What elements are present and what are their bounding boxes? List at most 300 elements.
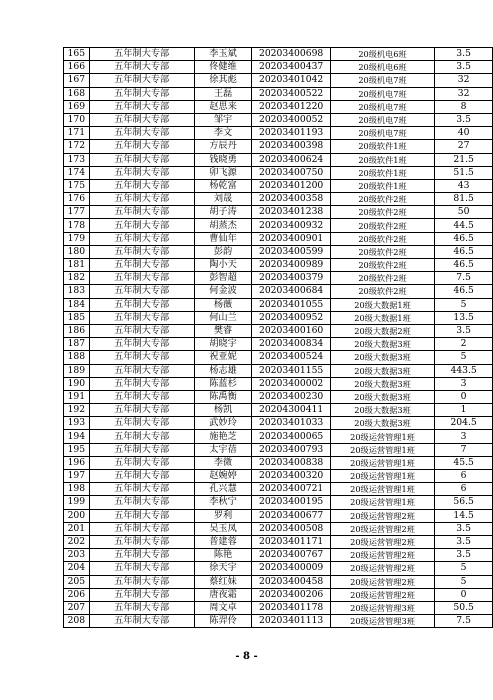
class-name: 20级大数据3班 (330, 390, 434, 403)
class-name: 20级运营管理2班 (330, 562, 434, 575)
program-type: 五年制大专部 (89, 575, 194, 588)
student-id: 20203401033 (252, 417, 330, 430)
student-id: 20203401055 (252, 298, 330, 311)
row-number: 186 (64, 324, 90, 337)
hours-value: 50 (435, 206, 493, 219)
program-type: 五年制大专部 (89, 232, 194, 245)
student-name: 祝亚妮 (194, 351, 252, 364)
student-name: 吴玉凤 (194, 522, 252, 535)
table-row (64, 259, 493, 272)
student-name: 李文 (194, 127, 252, 140)
table-row (64, 417, 493, 430)
student-name: 彭智超 (194, 272, 252, 285)
program-type: 五年制大专部 (89, 364, 194, 377)
row-number: 171 (64, 127, 90, 140)
student-id: 20203400684 (252, 285, 330, 298)
class-name: 20级大数据3班 (330, 417, 434, 430)
class-name: 20级大数据1班 (330, 298, 434, 311)
table-row (64, 549, 493, 562)
student-name: 杨志雄 (194, 364, 252, 377)
student-name: 陶小天 (194, 259, 252, 272)
class-name: 20级软件2班 (330, 259, 434, 272)
student-id: 20203400952 (252, 311, 330, 324)
table-row (64, 87, 493, 100)
student-name: 徐天宇 (194, 562, 252, 575)
student-name: 杨乾富 (194, 179, 252, 192)
student-id: 20203400901 (252, 232, 330, 245)
student-name: 刘晟 (194, 193, 252, 206)
program-type: 五年制大专部 (89, 127, 194, 140)
student-name: 李微 (194, 456, 252, 469)
class-name: 20级运营管理2班 (330, 535, 434, 548)
program-type: 五年制大专部 (89, 48, 194, 61)
table-row (64, 443, 493, 456)
student-name: 樊睿 (194, 324, 252, 337)
row-number: 181 (64, 259, 90, 272)
class-name: 20级运营管理3班 (330, 615, 434, 628)
row-number: 170 (64, 113, 90, 126)
table-row (64, 127, 493, 140)
student-id: 20203400358 (252, 193, 330, 206)
table-row (64, 509, 493, 522)
class-name: 20级软件2班 (330, 272, 434, 285)
table-row (64, 522, 493, 535)
hours-value: 7 (435, 443, 493, 456)
table-row (64, 113, 493, 126)
table-row (64, 456, 493, 469)
student-id: 20203401238 (252, 206, 330, 219)
page-number: - 8 - (235, 651, 258, 662)
class-name: 20级软件2班 (330, 193, 434, 206)
hours-value: 27 (435, 140, 493, 153)
row-number: 177 (64, 206, 90, 219)
class-name: 20级大数据3班 (330, 351, 434, 364)
program-type: 五年制大专部 (89, 377, 194, 390)
row-number: 187 (64, 338, 90, 351)
program-type: 五年制大专部 (89, 179, 194, 192)
student-name: 何山兰 (194, 311, 252, 324)
program-type: 五年制大专部 (89, 153, 194, 166)
program-type: 五年制大专部 (89, 140, 194, 153)
class-name: 20级运营管理1班 (330, 443, 434, 456)
student-name: 何金波 (194, 285, 252, 298)
table-row (64, 496, 493, 509)
student-id: 20203400767 (252, 549, 330, 562)
student-name: 方辰丹 (194, 140, 252, 153)
student-name: 佟健维 (194, 61, 252, 74)
class-name: 20级机电7班 (330, 100, 434, 113)
hours-value: 14.5 (435, 509, 493, 522)
table-row (64, 272, 493, 285)
row-number: 197 (64, 470, 90, 483)
program-type: 五年制大专部 (89, 470, 194, 483)
class-name: 20级运营管理1班 (330, 496, 434, 509)
student-id: 20203400750 (252, 166, 330, 179)
row-number: 184 (64, 298, 90, 311)
student-name: 武妙玲 (194, 417, 252, 430)
hours-value: 3.5 (435, 549, 493, 562)
hours-value: 3.5 (435, 113, 493, 126)
row-number: 195 (64, 443, 90, 456)
hours-value: 46.5 (435, 285, 493, 298)
student-name: 唐夜霜 (194, 588, 252, 601)
row-number: 166 (64, 61, 90, 74)
hours-value: 204.5 (435, 417, 493, 430)
class-name: 20级运营管理3班 (330, 601, 434, 614)
table-row (64, 364, 493, 377)
hours-value: 50.5 (435, 601, 493, 614)
program-type: 五年制大专部 (89, 509, 194, 522)
program-type: 五年制大专部 (89, 601, 194, 614)
class-name: 20级软件1班 (330, 153, 434, 166)
student-name: 陈羿伶 (194, 615, 252, 628)
student-id: 20203400838 (252, 456, 330, 469)
program-type: 五年制大专部 (89, 496, 194, 509)
row-number: 189 (64, 364, 90, 377)
row-number: 190 (64, 377, 90, 390)
student-id: 20203400458 (252, 575, 330, 588)
class-name: 20级软件1班 (330, 140, 434, 153)
program-type: 五年制大专部 (89, 74, 194, 87)
program-type: 五年制大专部 (89, 298, 194, 311)
program-type: 五年制大专部 (89, 549, 194, 562)
hours-value: 2 (435, 338, 493, 351)
student-name: 钱晓勇 (194, 153, 252, 166)
student-name: 卯飞源 (194, 166, 252, 179)
table-row (64, 100, 493, 113)
hours-value: 13.5 (435, 311, 493, 324)
student-name: 胡蒸杰 (194, 219, 252, 232)
student-id: 20203400989 (252, 259, 330, 272)
table-row (64, 404, 493, 417)
class-name: 20级运营管理2班 (330, 575, 434, 588)
class-name: 20级软件2班 (330, 219, 434, 232)
program-type: 五年制大专部 (89, 338, 194, 351)
class-name: 20级机电7班 (330, 113, 434, 126)
row-number: 178 (64, 219, 90, 232)
program-type: 五年制大专部 (89, 206, 194, 219)
student-id: 20203400624 (252, 153, 330, 166)
row-number: 165 (64, 48, 90, 61)
row-number: 180 (64, 245, 90, 258)
student-id: 20203401193 (252, 127, 330, 140)
table-row (64, 311, 493, 324)
program-type: 五年制大专部 (89, 456, 194, 469)
student-name: 邹宇 (194, 113, 252, 126)
program-type: 五年制大专部 (89, 417, 194, 430)
student-id: 20203400932 (252, 219, 330, 232)
class-name: 20级大数据3班 (330, 377, 434, 390)
row-number: 183 (64, 285, 90, 298)
class-name: 20级机电7班 (330, 127, 434, 140)
student-id: 20203400524 (252, 351, 330, 364)
program-type: 五年制大专部 (89, 615, 194, 628)
student-name: 胡晓宇 (194, 338, 252, 351)
student-name: 赵婉婷 (194, 470, 252, 483)
hours-value: 8 (435, 100, 493, 113)
student-id: 20203400379 (252, 272, 330, 285)
program-type: 五年制大专部 (89, 166, 194, 179)
table-row (64, 351, 493, 364)
table-row (64, 285, 493, 298)
table-row (64, 470, 493, 483)
class-name: 20级大数据3班 (330, 338, 434, 351)
student-id: 20203401113 (252, 615, 330, 628)
table-row (64, 430, 493, 443)
table-row (64, 74, 493, 87)
program-type: 五年制大专部 (89, 219, 194, 232)
student-id: 20203401178 (252, 601, 330, 614)
hours-value: 5 (435, 351, 493, 364)
table-row (64, 575, 493, 588)
hours-value: 51.5 (435, 166, 493, 179)
program-type: 五年制大专部 (89, 535, 194, 548)
row-number: 196 (64, 456, 90, 469)
hours-value: 1 (435, 404, 493, 417)
program-type: 五年制大专部 (89, 259, 194, 272)
class-name: 20级机电7班 (330, 87, 434, 100)
student-id: 20203400320 (252, 470, 330, 483)
student-id: 20203400230 (252, 390, 330, 403)
table-row (64, 588, 493, 601)
hours-value: 7.5 (435, 272, 493, 285)
table-row (64, 338, 493, 351)
student-id: 20203401220 (252, 100, 330, 113)
table-row (64, 153, 493, 166)
student-id: 20203400698 (252, 48, 330, 61)
program-type: 五年制大专部 (89, 245, 194, 258)
hours-value: 3.5 (435, 324, 493, 337)
student-id: 20203400793 (252, 443, 330, 456)
row-number: 201 (64, 522, 90, 535)
table-row (64, 140, 493, 153)
student-name: 太宇蓓 (194, 443, 252, 456)
student-name: 徐其彪 (194, 74, 252, 87)
student-name: 杨薇 (194, 298, 252, 311)
class-name: 20级软件2班 (330, 232, 434, 245)
class-name: 20级运营管理1班 (330, 456, 434, 469)
student-id: 20203400508 (252, 522, 330, 535)
table-row (64, 562, 493, 575)
row-number: 204 (64, 562, 90, 575)
program-type: 五年制大专部 (89, 588, 194, 601)
hours-value: 46.5 (435, 232, 493, 245)
hours-value: 3.5 (435, 61, 493, 74)
hours-value: 6 (435, 483, 493, 496)
class-name: 20级运营管理2班 (330, 588, 434, 601)
student-name: 曹仙年 (194, 232, 252, 245)
row-number: 168 (64, 87, 90, 100)
student-name: 陈禹衡 (194, 390, 252, 403)
row-number: 173 (64, 153, 90, 166)
student-name: 孔兴慧 (194, 483, 252, 496)
student-name: 陈艳 (194, 549, 252, 562)
table-row (64, 324, 493, 337)
class-name: 20级软件1班 (330, 166, 434, 179)
student-name: 王磊 (194, 87, 252, 100)
hours-value: 32 (435, 74, 493, 87)
program-type: 五年制大专部 (89, 193, 194, 206)
class-name: 20级软件2班 (330, 206, 434, 219)
row-number: 199 (64, 496, 90, 509)
class-name: 20级机电6班 (330, 61, 434, 74)
row-number: 191 (64, 390, 90, 403)
program-type: 五年制大专部 (89, 311, 194, 324)
program-type: 五年制大专部 (89, 404, 194, 417)
table-row (64, 206, 493, 219)
student-id: 20203400206 (252, 588, 330, 601)
student-id: 20203400052 (252, 113, 330, 126)
class-name: 20级软件1班 (330, 179, 434, 192)
hours-value: 5 (435, 298, 493, 311)
table-row (64, 535, 493, 548)
student-name: 胡子涛 (194, 206, 252, 219)
program-type: 五年制大专部 (89, 430, 194, 443)
hours-value: 21.5 (435, 153, 493, 166)
table-row (64, 390, 493, 403)
program-type: 五年制大专部 (89, 285, 194, 298)
table-row (64, 298, 493, 311)
student-name: 彭韵 (194, 245, 252, 258)
student-id: 20204300411 (252, 404, 330, 417)
hours-value: 56.5 (435, 496, 493, 509)
student-name: 陈蓝杉 (194, 377, 252, 390)
hours-value: 45.5 (435, 456, 493, 469)
row-number: 200 (64, 509, 90, 522)
class-name: 20级软件2班 (330, 245, 434, 258)
class-name: 20级运营管理1班 (330, 430, 434, 443)
student-id: 20203401171 (252, 535, 330, 548)
student-id: 20203400522 (252, 87, 330, 100)
row-number: 207 (64, 601, 90, 614)
hours-value: 3.5 (435, 48, 493, 61)
row-number: 205 (64, 575, 90, 588)
student-id: 20203400002 (252, 377, 330, 390)
student-id: 20203400721 (252, 483, 330, 496)
program-type: 五年制大专部 (89, 443, 194, 456)
class-name: 20级运营管理1班 (330, 483, 434, 496)
hours-value: 443.5 (435, 364, 493, 377)
student-name: 施艳芝 (194, 430, 252, 443)
student-name: 普建蓉 (194, 535, 252, 548)
table-row (64, 601, 493, 614)
row-number: 185 (64, 311, 90, 324)
student-id: 20203401200 (252, 179, 330, 192)
table-row (64, 232, 493, 245)
hours-value: 46.5 (435, 245, 493, 258)
hours-value: 3.5 (435, 535, 493, 548)
table-row (64, 48, 493, 61)
class-name: 20级运营管理1班 (330, 470, 434, 483)
class-name: 20级大数据1班 (330, 311, 434, 324)
row-number: 202 (64, 535, 90, 548)
student-id: 20203400065 (252, 430, 330, 443)
program-type: 五年制大专部 (89, 61, 194, 74)
program-type: 五年制大专部 (89, 483, 194, 496)
hours-value: 6 (435, 470, 493, 483)
class-name: 20级软件2班 (330, 285, 434, 298)
row-number: 193 (64, 417, 90, 430)
row-number: 174 (64, 166, 90, 179)
student-id: 20203400677 (252, 509, 330, 522)
class-name: 20级运营管理2班 (330, 509, 434, 522)
program-type: 五年制大专部 (89, 87, 194, 100)
row-number: 172 (64, 140, 90, 153)
student-name: 周文卓 (194, 601, 252, 614)
student-name: 蔡红妹 (194, 575, 252, 588)
hours-value: 44.5 (435, 219, 493, 232)
program-type: 五年制大专部 (89, 324, 194, 337)
row-number: 179 (64, 232, 90, 245)
hours-value: 7.5 (435, 615, 493, 628)
table-row (64, 245, 493, 258)
row-number: 176 (64, 193, 90, 206)
table-row (64, 219, 493, 232)
table-row (64, 179, 493, 192)
program-type: 五年制大专部 (89, 351, 194, 364)
table-row (64, 61, 493, 74)
program-type: 五年制大专部 (89, 562, 194, 575)
row-number: 206 (64, 588, 90, 601)
student-id: 20203401155 (252, 364, 330, 377)
student-id: 20203400599 (252, 245, 330, 258)
student-id: 20203400437 (252, 61, 330, 74)
class-name: 20级运营管理2班 (330, 549, 434, 562)
program-type: 五年制大专部 (89, 522, 194, 535)
student-id: 20203400834 (252, 338, 330, 351)
student-hours-table (63, 47, 493, 628)
class-name: 20级机电6班 (330, 48, 434, 61)
table-row (64, 483, 493, 496)
row-number: 167 (64, 74, 90, 87)
table-row (64, 166, 493, 179)
hours-value: 0 (435, 588, 493, 601)
hours-value: 3.5 (435, 522, 493, 535)
table-body (64, 48, 493, 628)
hours-value: 46.5 (435, 259, 493, 272)
student-name: 杨凯 (194, 404, 252, 417)
row-number: 188 (64, 351, 90, 364)
student-name: 李秋宁 (194, 496, 252, 509)
table-row (64, 615, 493, 628)
row-number: 208 (64, 615, 90, 628)
hours-value: 5 (435, 562, 493, 575)
class-name: 20级运营管理2班 (330, 522, 434, 535)
hours-value: 3 (435, 377, 493, 390)
program-type: 五年制大专部 (89, 113, 194, 126)
student-id: 20203401042 (252, 74, 330, 87)
class-name: 20级大数据2班 (330, 324, 434, 337)
student-id: 20203400160 (252, 324, 330, 337)
table-row (64, 377, 493, 390)
hours-value: 3 (435, 430, 493, 443)
student-id: 20203400195 (252, 496, 330, 509)
student-name: 赵思来 (194, 100, 252, 113)
program-type: 五年制大专部 (89, 100, 194, 113)
row-number: 169 (64, 100, 90, 113)
hours-value: 32 (435, 87, 493, 100)
row-number: 175 (64, 179, 90, 192)
student-id: 20203400398 (252, 140, 330, 153)
row-number: 182 (64, 272, 90, 285)
student-id: 20203400009 (252, 562, 330, 575)
row-number: 192 (64, 404, 90, 417)
row-number: 194 (64, 430, 90, 443)
hours-value: 81.5 (435, 193, 493, 206)
table-row (64, 193, 493, 206)
class-name: 20级大数据3班 (330, 364, 434, 377)
hours-value: 43 (435, 179, 493, 192)
